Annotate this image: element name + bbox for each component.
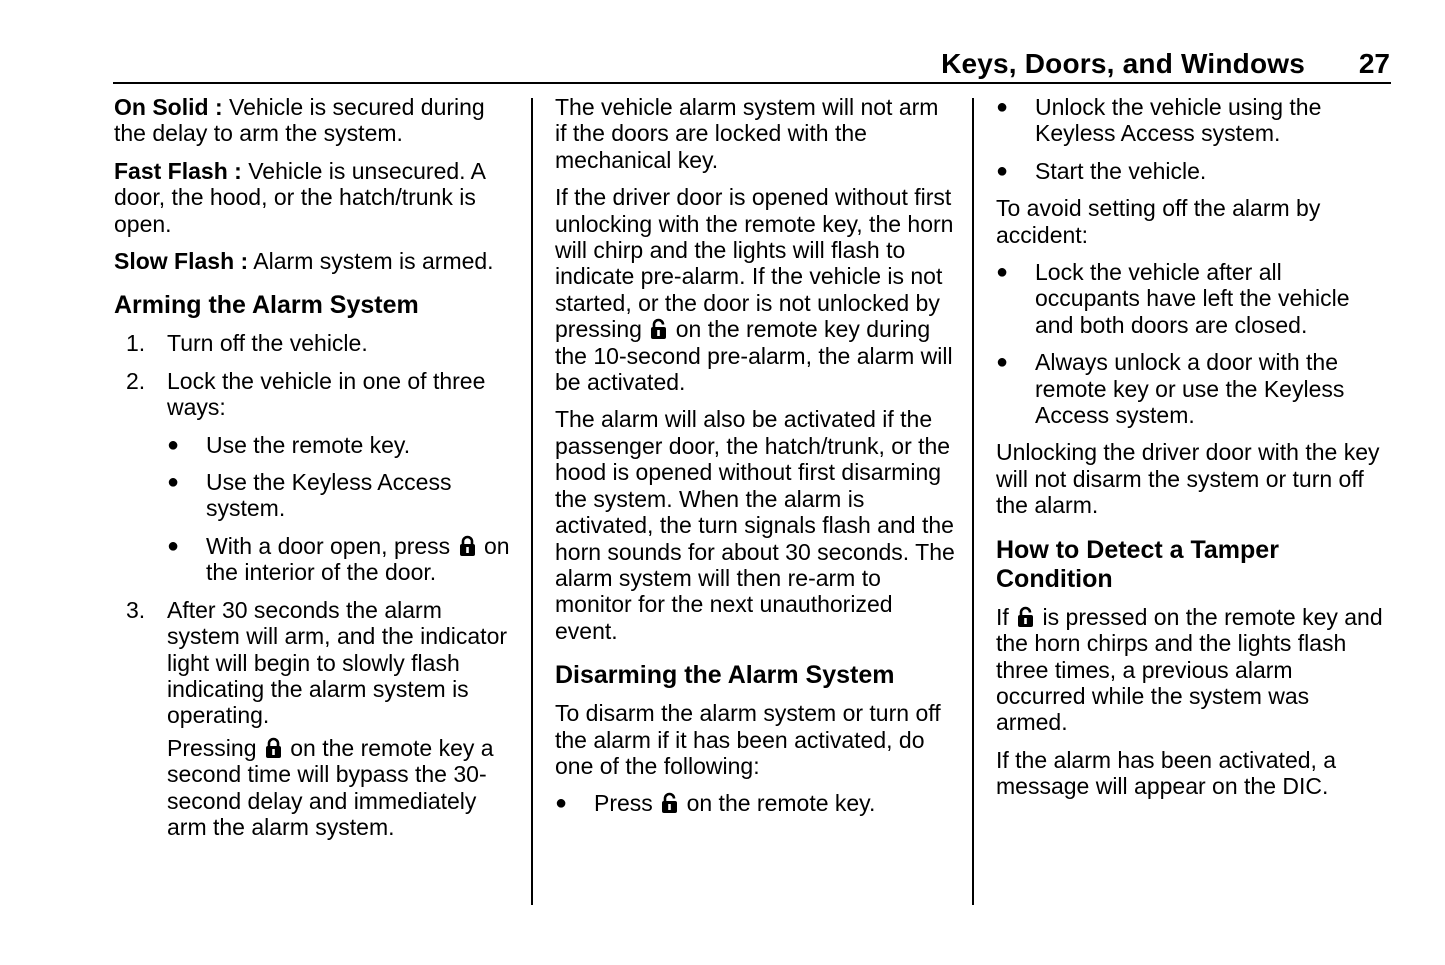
list-item-text: Use the Keyless Access system. (206, 469, 452, 522)
bullet: ● (167, 471, 180, 494)
lock-icon (459, 535, 476, 557)
step-3-number: 3. (126, 596, 146, 623)
column-2 (555, 94, 955, 828)
fast-flash-label: Fast Flash : (114, 157, 242, 184)
slow-flash-text: Alarm system is armed. (248, 248, 494, 275)
lock-icon (265, 737, 282, 759)
step-3b-pre: Pressing (167, 734, 263, 761)
step-2-number: 2. (126, 367, 146, 394)
bullet: ● (996, 159, 1009, 182)
paragraph-pre: If (996, 603, 1016, 630)
pre-alarm-paragraph (555, 184, 955, 395)
list-item-text: Start the vehicle. (1035, 157, 1207, 184)
paragraph-post: on the remote key during the 10-second pre-alarm, the alarm will be activated. (555, 316, 953, 396)
bullet: ● (996, 261, 1009, 284)
bullet: ● (996, 351, 1009, 374)
column-3 (996, 94, 1386, 811)
paragraph: To avoid setting off the alarm by accident: (996, 195, 1321, 248)
list-item-text: Unlock the vehicle using the Keyless Access system. (1035, 94, 1322, 147)
paragraph: To disarm the alarm system or turn off the alarm if it has been activated, do one of the following: (555, 700, 941, 779)
unlock-icon (1017, 606, 1034, 628)
list-item-text: Use the remote key. (206, 431, 411, 458)
list-item (167, 432, 514, 458)
section-title: Keys, Doors, and Windows (941, 48, 1305, 79)
bullet: ● (167, 534, 180, 557)
disarming-heading: Disarming the Alarm System (555, 661, 895, 690)
slow-flash-label: Slow Flash : (114, 248, 249, 275)
list-item (996, 259, 1386, 338)
list-item-text: Lock the vehicle after all occupants have left the vehicle and both doors are closed. (1035, 259, 1350, 338)
step-3b-post: on the remote key a second time will bypass the 30-second delay and immediately arm the alarm system. (167, 734, 494, 840)
list-item-text-post: on the interior of the door. (206, 532, 510, 586)
tamper-paragraph (996, 604, 1386, 736)
page-number: 27 (1358, 48, 1390, 79)
fast-flash-paragraph (114, 158, 514, 237)
step-1-text: Turn off the vehicle. (167, 330, 368, 357)
list-item (996, 349, 1386, 428)
tamper-heading: How to Detect a Tamper Condition (996, 535, 1279, 593)
paragraph: The alarm will also be activated if the passenger door, the hatch/trunk, or the hood is opened without first disarming the system. When the alarm is activated, the turn signals flash and the horn sounds for about 30 seconds. The alarm system will then re-arm to monitor for the next unauthorized event. (555, 406, 955, 644)
list-item (996, 94, 1386, 147)
paragraph-post: is pressed on the remote key and the horn chirps and the lights flash three times, a previous alarm occurred while the system was armed. (996, 603, 1383, 736)
step-3 (114, 597, 514, 841)
arming-heading: Arming the Alarm System (114, 291, 419, 320)
step-3-text: After 30 seconds the alarm system will arm, and the indicator light will begin to slowly flash indicating the alarm system is operating. (167, 596, 508, 729)
unlock-icon (661, 792, 678, 814)
list-item-text-post: on the remote key. (680, 790, 876, 817)
page-header (113, 44, 1391, 84)
step-2-text: Lock the vehicle in one of three ways: (167, 367, 486, 421)
list-item-text-pre: With a door open, press (206, 532, 457, 559)
list-item (555, 790, 955, 816)
unlock-icon (650, 318, 667, 340)
slow-flash-paragraph (114, 248, 514, 274)
paragraph-pre: If the driver door is opened without first unlocking with the remote key, the horn will chirp and the lights will flash to indicate pre-alarm. If the vehicle is not started, or the door is not unlocked by pressing (555, 184, 954, 343)
on-solid-text: Vehicle is secured during the delay to arm the system. (114, 94, 485, 147)
list-item (996, 158, 1386, 184)
column-divider-1 (531, 98, 533, 905)
paragraph: The vehicle alarm system will not arm if the doors are locked with the mechanical key. (555, 94, 939, 173)
list-item-text: Always unlock a door with the remote key or use the Keyless Access system. (1035, 349, 1345, 429)
list-item-text-pre: Press (594, 790, 660, 817)
step-2 (114, 368, 514, 421)
fast-flash-text: Vehicle is unsecured. A door, the hood, or the hatch/trunk is open. (114, 157, 485, 237)
on-solid-label: On Solid : (114, 94, 223, 120)
step-1-number: 1. (126, 330, 146, 357)
paragraph: If the alarm has been activated, a message will appear on the DIC. (996, 746, 1337, 800)
paragraph: Unlocking the driver door with the key will not disarm the system or turn off the alarm. (996, 439, 1380, 519)
column-divider-2 (972, 98, 974, 905)
bullet: ● (555, 792, 568, 815)
list-item (167, 533, 514, 586)
column-1 (114, 94, 514, 851)
bullet: ● (996, 96, 1009, 118)
bullet: ● (167, 433, 180, 456)
step-3-continuation (167, 735, 514, 841)
on-solid-paragraph (114, 94, 514, 147)
list-item (167, 469, 514, 522)
step-1 (114, 330, 514, 356)
